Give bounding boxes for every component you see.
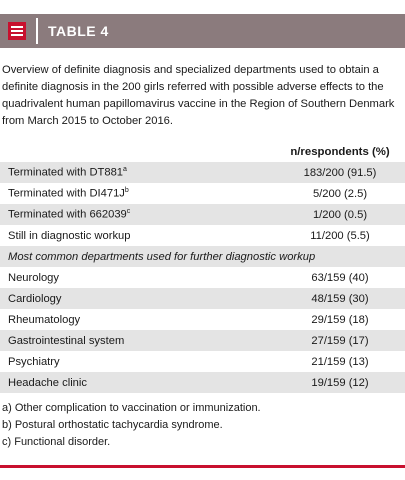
section-heading: Most common departments used for further diagnostic workup <box>8 250 316 263</box>
header-label-cell <box>0 141 275 162</box>
table-row <box>0 372 405 393</box>
table-row <box>0 162 405 183</box>
table-row <box>0 204 405 225</box>
row-value: 1/200 (0.5) <box>312 208 368 221</box>
footnote: a) Other complication to vaccination or immunization. <box>2 402 261 414</box>
data-table <box>0 141 405 393</box>
row-label: Rheumatology <box>8 313 81 326</box>
row-label: Terminated with $DI471J^b$ <box>8 187 129 200</box>
footnote: c) Functional disorder. <box>2 436 111 448</box>
row-value: 21/159 (13) <box>311 355 369 368</box>
row-label: Terminated with DT881$^a$ <box>8 166 127 179</box>
footnote: b) Postural orthostatic tachycardia syndrome. <box>2 419 223 431</box>
bottom-rule <box>0 465 405 468</box>
row-label: Cardiology <box>8 292 62 305</box>
table-row <box>0 288 405 309</box>
row-value: 19/159 (12) <box>311 376 369 389</box>
section-heading-row <box>0 246 405 267</box>
column-header: n/respondents (%) <box>290 145 390 158</box>
table-caption: Overview of definite diagnosis and specialized departments used to obtain a definite diagnosis in the 200 girls referred with possible adverse effects to the quadrivalent human papillomavirus vaccine in the Region of Southern Denmark from March 2015 to October 2016. <box>2 64 395 127</box>
document-list-icon <box>0 14 34 48</box>
row-label: Still in diagnostic workup <box>8 229 131 242</box>
title-divider <box>36 18 38 44</box>
table-title-bar <box>0 14 405 48</box>
table-row <box>0 351 405 372</box>
row-label: Gastrointestinal system <box>8 334 125 347</box>
row-value: 11/200 (5.5) <box>310 229 370 242</box>
table-row <box>0 267 405 288</box>
table-row <box>0 183 405 204</box>
table-row <box>0 330 405 351</box>
table-header-row <box>0 141 405 162</box>
row-value: 29/159 (18) <box>311 313 369 326</box>
footnotes <box>2 400 261 451</box>
row-value: 63/159 (40) <box>311 271 369 284</box>
table-row <box>0 225 405 246</box>
row-value: 5/200 (2.5) <box>312 187 368 200</box>
row-value: 183/200 (91.5) <box>303 166 377 179</box>
row-value: 48/159 (30) <box>311 292 369 305</box>
row-value: 27/159 (17) <box>311 334 369 347</box>
row-label: Psychiatry <box>8 355 60 368</box>
row-label: Terminated with 662039$^c$ <box>8 208 131 221</box>
row-label: Neurology <box>8 271 59 284</box>
row-label: Headache clinic <box>8 376 87 389</box>
table-row <box>0 309 405 330</box>
table-title: TABLE 4 <box>48 23 109 39</box>
